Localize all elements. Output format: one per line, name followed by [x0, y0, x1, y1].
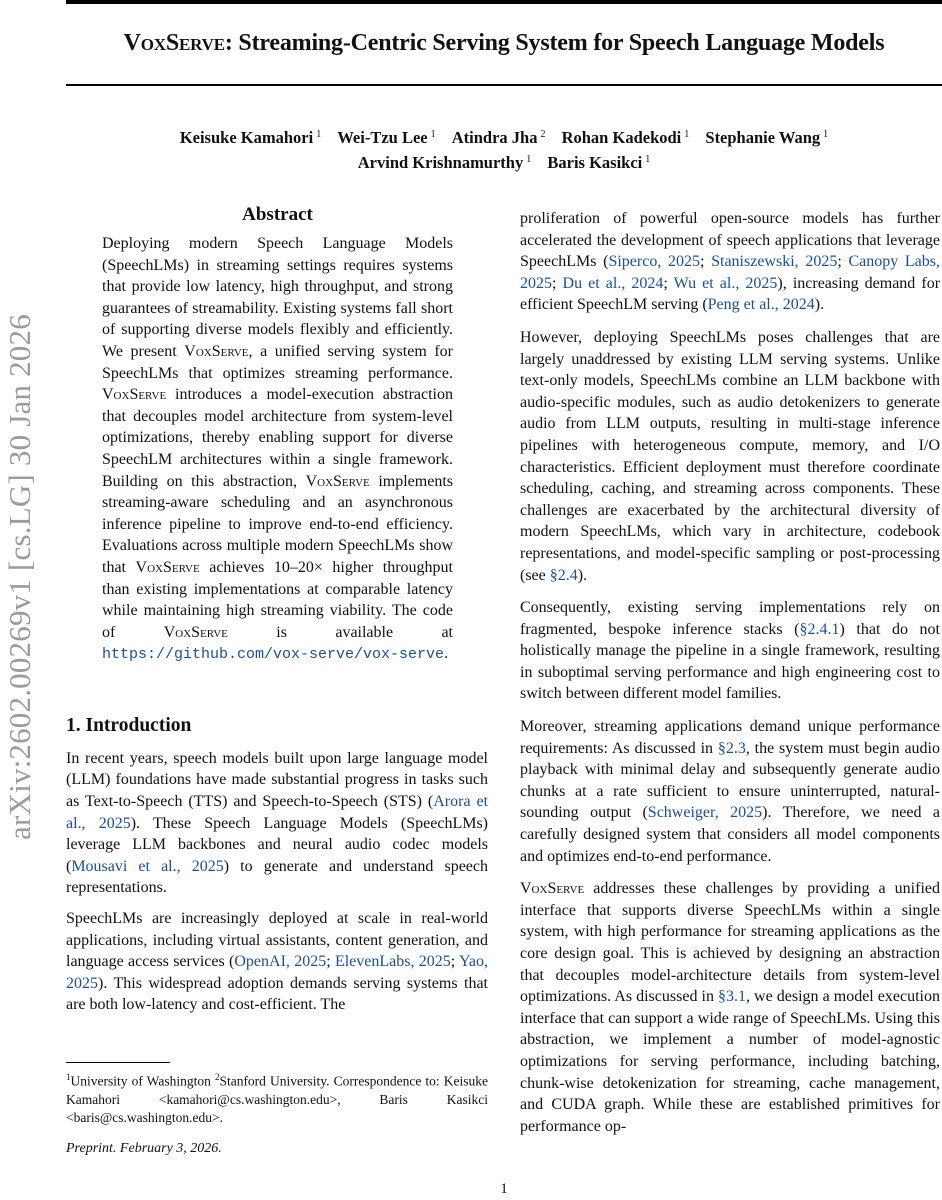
paper-title — [66, 30, 942, 57]
author: Atindra Jha $^2$ — [451, 128, 546, 147]
paragraph: SpeechLMs are increasingly deployed at scale in real-world applications, including virtual assistants, content generation, and language access services (OpenAI, 2025; ElevenLabs, 2025; Yao, 2025). This widespread adoption demands serving systems that are both low-latency and cost-efficient. The — [66, 910, 488, 1014]
title-rest: : Streaming-Centric Serving System for Speech Language Models — [224, 30, 885, 56]
author-list — [66, 124, 942, 174]
citation-link[interactable]: Arora et al., 2025 — [66, 793, 489, 832]
left-column — [66, 203, 488, 1025]
citation-link[interactable]: ElevenLabs, 2025 — [334, 953, 451, 971]
citation-link[interactable]: Siperco, 2025 — [608, 253, 700, 271]
section-ref-link[interactable]: §2.4 — [549, 566, 578, 584]
section-ref-link[interactable]: §3.1 — [718, 988, 746, 1006]
paragraph: Consequently, existing serving implementations rely on fragmented, bespoke inference stacks (§2.4.1) that do not holistically manage the pipeline in a single framework, resulting in suboptimal serving performance and high engineering cost to switch between different model families. — [520, 599, 941, 703]
affiliation-footnote: $^1$University of Washington $^2$Stanford University. Correspondence to: Keisuke Kamahori <kamahori@cs.washington.edu>, Baris Kasikci <baris@cs.washington.edu>. — [66, 1072, 488, 1125]
citation-link[interactable]: Schweiger, 2025 — [647, 804, 763, 822]
title-system-name: VoxServe — [123, 30, 225, 56]
citation-link[interactable]: Peng et al., 2024 — [707, 296, 815, 314]
citation-link[interactable]: Wu et al., 2025 — [673, 274, 778, 292]
arxiv-watermark: arXiv:2602.00269v1 [cs.LG] 30 Jan 2026 — [2, 314, 37, 840]
footnote-rule — [66, 1062, 170, 1063]
section-heading-introduction: 1. Introduction — [66, 714, 192, 736]
title-top-rule — [66, 0, 942, 4]
paragraph: However, deploying SpeechLMs poses challenges that are largely unaddressed by existing LLM serving systems. Unlike text-only models, SpeechLMs combine an LLM backbone with audio-specific modules, such as audio detokenizers to generate audio from LLM outputs, resulting in multi-stage inference pipelines with heterogeneous compute, memory, and I/O characteristics. Efficient deployment must therefore coordinate scheduling, caching, and streaming across components. These challenges are exacerbated by the architectural diversity of modern SpeechLMs, which vary in architecture, codebook representations, and model-specific sampling or post-processing (see §2.4). — [520, 328, 940, 584]
code-link[interactable]: https://github.com/vox-serve/vox-serve — [102, 646, 445, 664]
citation-link[interactable]: OpenAI, 2025 — [234, 953, 327, 971]
author: Arvind Krishnamurthy $^1$ — [357, 153, 532, 172]
author: Baris Kasikci $^1$ — [547, 153, 651, 172]
section-ref-link[interactable]: §2.3 — [717, 739, 746, 757]
page-number: 1 — [500, 1181, 508, 1197]
abstract-heading: Abstract — [242, 204, 313, 225]
author: Keisuke Kamahori $^1$ — [179, 128, 322, 147]
paragraph: proliferation of powerful open-source models has further accelerated the development of speech applications that leverage SpeechLMs (Siperco, 2025; Staniszewski, 2025; Canopy Labs, 2025; Du et al., 2024; Wu et al., 2025), increasing demand for efficient SpeechLM serving (Peng et al., 2024). — [520, 210, 941, 314]
author: Rohan Kadekodi $^1$ — [561, 128, 690, 147]
author: Stephanie Wang $^1$ — [705, 128, 829, 147]
citation-link[interactable]: Mousavi et al., 2025 — [71, 857, 224, 875]
paragraph: VoxServe addresses these challenges by providing a unified interface that supports diverse SpeechLMs within a single system, with high performance for streaming applications as the core design goal. This is achieved by designing an abstraction that decouples model-architecture details from system-level optimizations. As discussed in §3.1, we design a model execution interface that can support a wide range of SpeechLMs. Using this abstraction, we implement a number of model-agnostic optimizations for serving performance, including batching, chunk-wise detokenization for streaming, cache management, and CUDA graph. While these are established primitives for performance op- — [520, 880, 940, 1135]
abstract-text: Deploying modern Speech Language Models (SpeechLMs) in streaming settings requires systems that provide low latency, high throughput, and strong guarantees of streamability. Existing systems fall short of supporting diverse models flexibly and efficiently. We present VoxServe, a unified serving system for SpeechLMs that optimizes streaming performance. VoxServe introduces a model-execution abstraction that decouples model architecture from system-level optimizations, thereby enabling support for diverse SpeechLM architectures within a single framework. Building on this abstraction, VoxServe implements streaming-aware scheduling and an asynchronous inference pipeline to improve end-to-end efficiency. Evaluations across multiple modern SpeechLMs show that VoxServe achieves 10–20× higher throughput than existing implementations at comparable latency while maintaining high streaming viability. The code of VoxServe is available at https://github.com/vox-serve/vox-serve. — [102, 235, 454, 664]
citation-link[interactable]: Staniszewski, 2025 — [711, 253, 838, 271]
author: Wei-Tzu Lee $^1$ — [337, 128, 436, 147]
paragraph: In recent years, speech models built upon large language model (LLM) foundations have made substantial progress in tasks such as Text-to-Speech (TTS) and Speech-to-Speech (STS) (Arora et al., 2025). These Speech Language Models (SpeechLMs) leverage LLM backbones and neural audio codec models (Mousavi et al., 2025) to generate and understand speech representations. — [66, 749, 489, 897]
section-ref-link[interactable]: §2.4.1 — [799, 620, 840, 638]
title-bottom-rule — [66, 84, 942, 86]
right-column — [520, 208, 940, 1148]
preprint-note: Preprint. February 3, 2026. — [66, 1141, 222, 1156]
citation-link[interactable]: Du et al., 2024 — [562, 274, 664, 292]
abstract-section — [102, 203, 453, 666]
citation-link[interactable]: Canopy Labs, 2025 — [520, 253, 940, 292]
citation-link[interactable]: Yao, 2025 — [66, 953, 488, 992]
paragraph: Moreover, streaming applications demand unique performance requirements: As discussed in §2.3, the system must begin audio playback with minimal delay and subsequently generate audio chunks at a rate sufficient to ensure uninterrupted, natural-sounding output (Schweiger, 2025). Therefore, we need a carefully designed system that considers all model components and optimizes end-to-end performance. — [520, 718, 941, 865]
